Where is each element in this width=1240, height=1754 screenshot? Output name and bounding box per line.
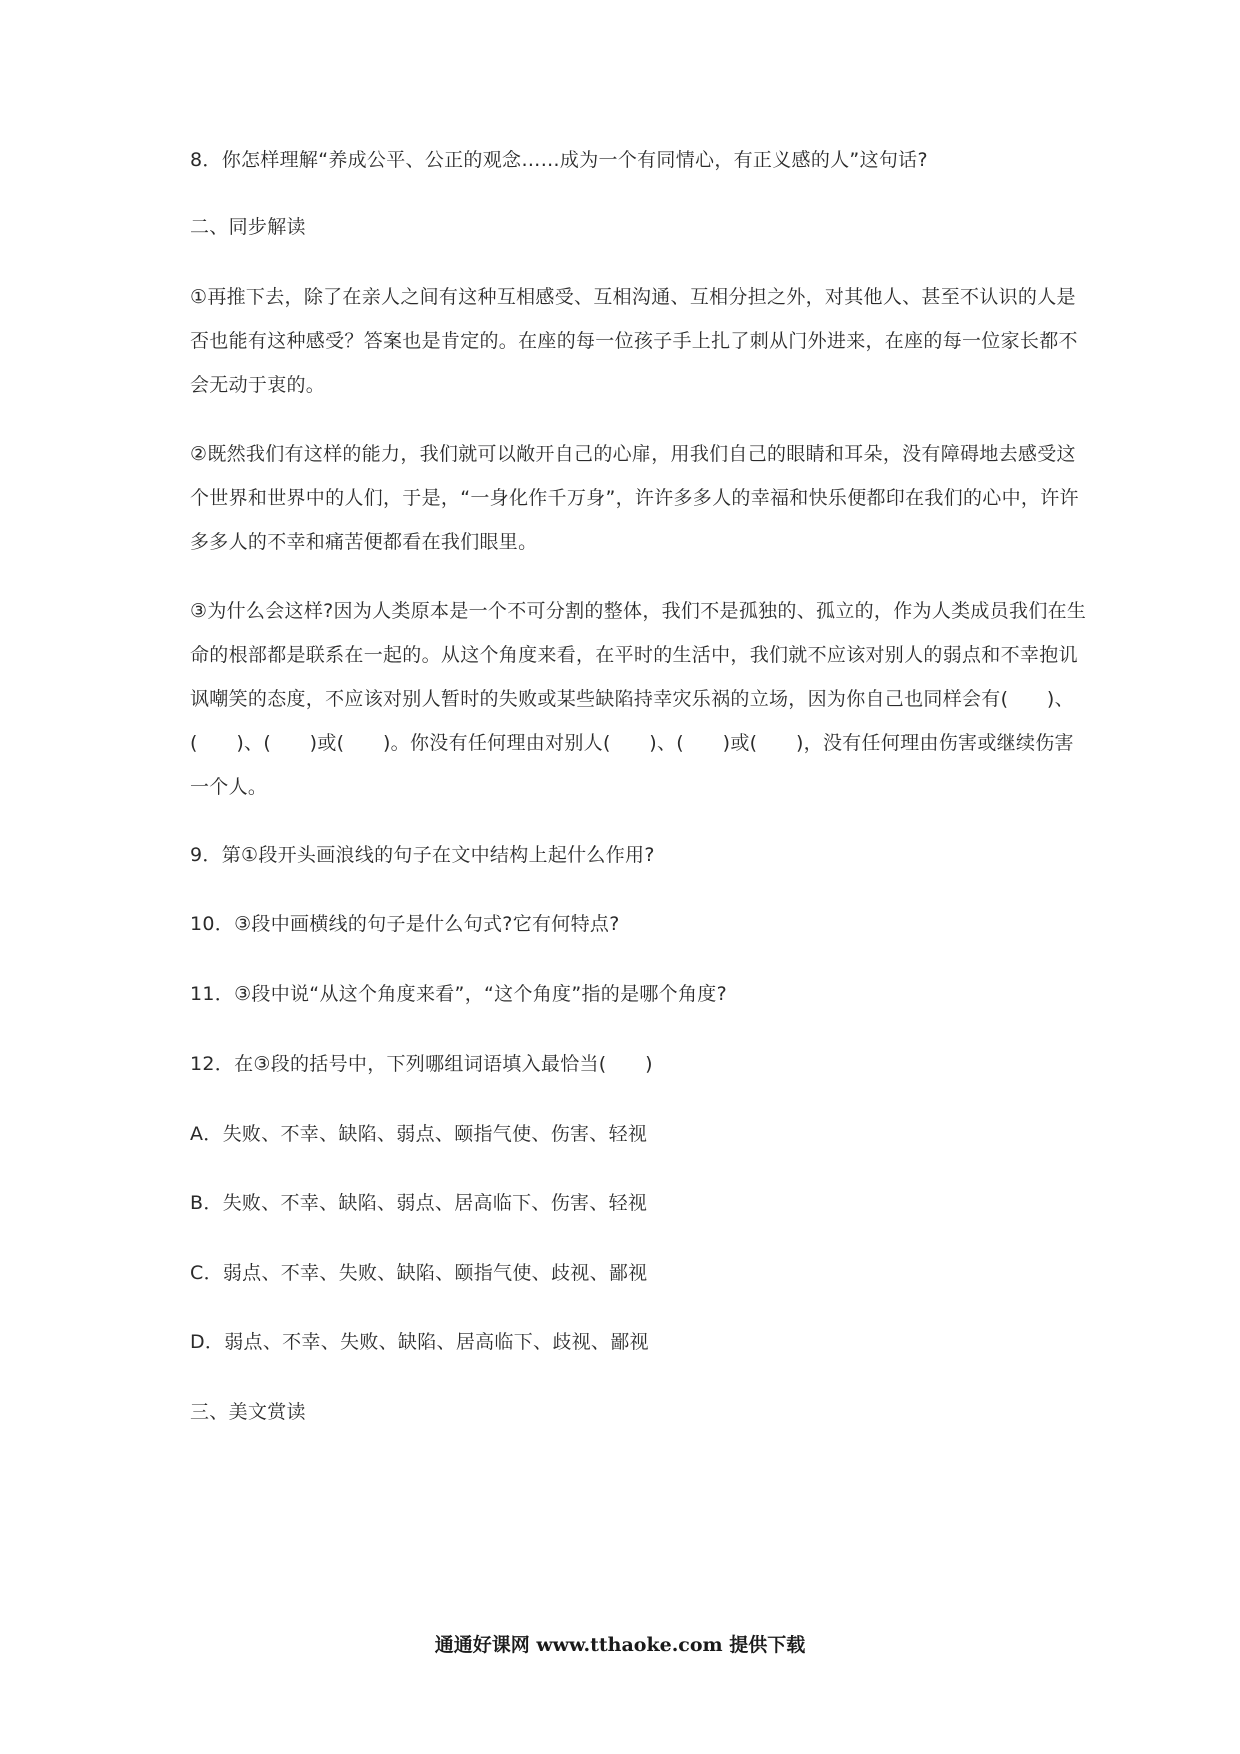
option-d: D．弱点、不幸、失败、缺陷、居高临下、歧视、鄙视 <box>190 1331 649 1353</box>
section-2-heading: 二、同步解读 <box>190 216 306 238</box>
paragraph-1-line-2: 否也能有这种感受？答案也是肯定的。在座的每一位孩子手上扎了刺从门外进来，在座的每一位家长都不 <box>190 330 1078 352</box>
paragraph-3-line-1: ③为什么会这样?因为人类原本是一个不可分割的整体，我们不是孤独的、孤立的，作为人类成员我们在生 <box>190 600 1087 622</box>
question-9: 9．第①段开头画浪线的句子在文中结构上起什么作用? <box>190 844 655 866</box>
question-10: 10．③段中画横线的句子是什么句式?它有何特点? <box>190 913 620 935</box>
paragraph-1-line-1: ①再推下去，除了在亲人之间有这种互相感受、互相沟通、互相分担之外，对其他人、甚至不认识的人是 <box>190 286 1076 308</box>
paragraph-2-line-3: 多多人的不幸和痛苦便都看在我们眼里。 <box>190 531 538 553</box>
paragraph-3-line-2: 命的根部都是联系在一起的。从这个角度来看，在平时的生活中，我们就不应该对别人的弱点和不幸抱讥 <box>190 644 1078 666</box>
option-b: B．失败、不幸、缺陷、弱点、居高临下、伤害、轻视 <box>190 1192 648 1214</box>
paragraph-3-line-4: ( )、( )或( )。你没有任何理由对别人( )、( )或( )，没有任何理由伤害或继续伤害 <box>190 732 1074 754</box>
question-8: 8．你怎样理解“养成公平、公正的观念……成为一个有同情心，有正义感的人”这句话? <box>190 149 928 171</box>
option-c: C．弱点、不幸、失败、缺陷、颐指气使、歧视、鄙视 <box>190 1262 648 1284</box>
paragraph-1-line-3: 会无动于衷的。 <box>190 374 326 396</box>
paragraph-2-line-1: ②既然我们有这样的能力，我们就可以敞开自己的心扉，用我们自己的眼睛和耳朵，没有障碍地去感受这 <box>190 443 1076 465</box>
section-3-heading: 三、美文赏读 <box>190 1401 306 1423</box>
page-footer: 通通好课网 www.tthaoke.com 提供下载 <box>434 1634 806 1656</box>
question-11: 11．③段中说“从这个角度来看”，“这个角度”指的是哪个角度? <box>190 983 727 1005</box>
option-a: A．失败、不幸、缺陷、弱点、颐指气使、伤害、轻视 <box>190 1123 648 1145</box>
paragraph-2-line-2: 个世界和世界中的人们，于是，“一身化作千万身”，许许多多人的幸福和快乐便都印在我们的心中，许许 <box>190 487 1079 509</box>
question-12: 12．在③段的括号中，下列哪组词语填入最恰当( ) <box>190 1053 653 1075</box>
paragraph-3-line-3: 讽嘲笑的态度，不应该对别人暂时的失败或某些缺陷持幸灾乐祸的立场，因为你自己也同样会有( )、 <box>190 688 1074 710</box>
paragraph-3-line-5: 一个人。 <box>190 776 268 798</box>
